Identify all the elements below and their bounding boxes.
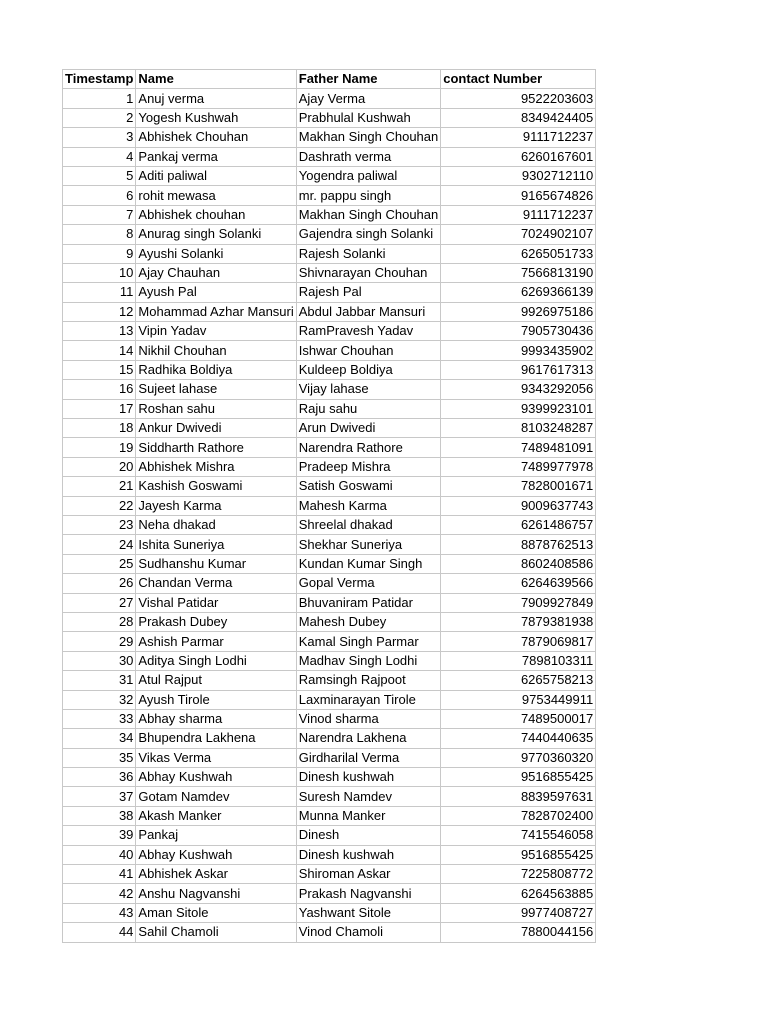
table-row [63,768,596,787]
cell-contact-number: 6264639566 [441,574,596,593]
table-row [63,186,596,205]
cell-father-name: Vijay lahase [296,380,441,399]
cell-contact-number: 7880044156 [441,923,596,942]
cell-timestamp: 16 [63,380,136,399]
cell-timestamp: 36 [63,768,136,787]
table-row [63,244,596,263]
cell-contact-number: 9770360320 [441,748,596,767]
cell-father-name: mr. pappu singh [296,186,441,205]
cell-name: Vikas Verma [136,748,296,767]
table-row [63,360,596,379]
cell-father-name: Prabhulal Kushwah [296,108,441,127]
cell-name: Ankur Dwivedi [136,419,296,438]
table-row [63,651,596,670]
cell-father-name: Gajendra singh Solanki [296,225,441,244]
cell-name: Vishal Patidar [136,593,296,612]
cell-contact-number: 9165674826 [441,186,596,205]
table-row [63,322,596,341]
cell-timestamp: 32 [63,690,136,709]
table-row [63,690,596,709]
cell-name: Mohammad Azhar Mansuri [136,302,296,321]
cell-timestamp: 12 [63,302,136,321]
cell-father-name: Ajay Verma [296,89,441,108]
cell-father-name: Mahesh Karma [296,496,441,515]
cell-father-name: Shivnarayan Chouhan [296,263,441,282]
table-row [63,554,596,573]
cell-father-name: Makhan Singh Chouhan [296,205,441,224]
cell-name: Anurag singh Solanki [136,225,296,244]
cell-name: Ajay Chauhan [136,263,296,282]
cell-timestamp: 19 [63,438,136,457]
cell-timestamp: 3 [63,128,136,147]
table-row [63,515,596,534]
cell-father-name: Mahesh Dubey [296,612,441,631]
cell-name: Abhishek Askar [136,865,296,884]
cell-timestamp: 4 [63,147,136,166]
table-row [63,593,596,612]
cell-timestamp: 39 [63,826,136,845]
cell-name: Sujeet lahase [136,380,296,399]
cell-timestamp: 21 [63,477,136,496]
cell-timestamp: 13 [63,322,136,341]
cell-timestamp: 29 [63,632,136,651]
cell-timestamp: 30 [63,651,136,670]
cell-timestamp: 5 [63,166,136,185]
data-table [62,69,596,943]
cell-timestamp: 18 [63,419,136,438]
cell-timestamp: 41 [63,865,136,884]
cell-timestamp: 20 [63,457,136,476]
cell-contact-number: 9111712237 [441,128,596,147]
cell-father-name: Gopal Verma [296,574,441,593]
cell-contact-number: 6260167601 [441,147,596,166]
cell-father-name: Abdul Jabbar Mansuri [296,302,441,321]
cell-father-name: Vinod sharma [296,709,441,728]
table-row [63,477,596,496]
table-body [63,89,596,942]
cell-father-name: Munna Manker [296,806,441,825]
cell-timestamp: 14 [63,341,136,360]
cell-contact-number: 6261486757 [441,515,596,534]
cell-name: Gotam Namdev [136,787,296,806]
cell-father-name: Dinesh [296,826,441,845]
cell-father-name: Laxminarayan Tirole [296,690,441,709]
cell-name: Abhay Kushwah [136,768,296,787]
table-row [63,806,596,825]
cell-timestamp: 34 [63,729,136,748]
cell-contact-number: 8878762513 [441,535,596,554]
table-row [63,380,596,399]
cell-father-name: Kamal Singh Parmar [296,632,441,651]
table-row [63,826,596,845]
cell-timestamp: 2 [63,108,136,127]
cell-contact-number: 7828001671 [441,477,596,496]
cell-contact-number: 6265758213 [441,671,596,690]
table-row [63,147,596,166]
table-row [63,748,596,767]
cell-father-name: Bhuvaniram Patidar [296,593,441,612]
cell-father-name: Madhav Singh Lodhi [296,651,441,670]
cell-timestamp: 25 [63,554,136,573]
cell-name: Kashish Goswami [136,477,296,496]
cell-name: Aman Sitole [136,903,296,922]
header-contact-number: contact Number [441,70,596,89]
table-row [63,535,596,554]
header-name: Name [136,70,296,89]
cell-name: Abhishek Mishra [136,457,296,476]
cell-contact-number: 9399923101 [441,399,596,418]
cell-father-name: Arun Dwivedi [296,419,441,438]
cell-timestamp: 7 [63,205,136,224]
table-row [63,612,596,631]
cell-name: Sudhanshu Kumar [136,554,296,573]
cell-name: Akash Manker [136,806,296,825]
cell-father-name: Shiroman Askar [296,865,441,884]
table-row [63,89,596,108]
table-row [63,671,596,690]
cell-timestamp: 17 [63,399,136,418]
cell-timestamp: 24 [63,535,136,554]
cell-name: Yogesh Kushwah [136,108,296,127]
table-row [63,166,596,185]
cell-father-name: Narendra Rathore [296,438,441,457]
cell-timestamp: 37 [63,787,136,806]
cell-timestamp: 42 [63,884,136,903]
cell-father-name: Dinesh kushwah [296,768,441,787]
cell-contact-number: 9993435902 [441,341,596,360]
cell-father-name: Shreelal dhakad [296,515,441,534]
table-row [63,128,596,147]
cell-contact-number: 8103248287 [441,419,596,438]
cell-contact-number: 7909927849 [441,593,596,612]
cell-timestamp: 10 [63,263,136,282]
table-row [63,903,596,922]
cell-name: Siddharth Rathore [136,438,296,457]
cell-name: Neha dhakad [136,515,296,534]
cell-father-name: Prakash Nagvanshi [296,884,441,903]
cell-timestamp: 44 [63,923,136,942]
cell-timestamp: 23 [63,515,136,534]
table-row [63,225,596,244]
cell-father-name: Vinod Chamoli [296,923,441,942]
cell-contact-number: 9926975186 [441,302,596,321]
cell-contact-number: 7489500017 [441,709,596,728]
cell-father-name: Dashrath verma [296,147,441,166]
cell-father-name: Pradeep Mishra [296,457,441,476]
cell-timestamp: 38 [63,806,136,825]
cell-timestamp: 1 [63,89,136,108]
cell-name: Ayush Pal [136,283,296,302]
table-row [63,729,596,748]
cell-contact-number: 9009637743 [441,496,596,515]
cell-father-name: Dinesh kushwah [296,845,441,864]
cell-name: Abhishek chouhan [136,205,296,224]
cell-name: Sahil Chamoli [136,923,296,942]
cell-father-name: Satish Goswami [296,477,441,496]
cell-contact-number: 7489481091 [441,438,596,457]
table-row [63,787,596,806]
cell-contact-number: 7415546058 [441,826,596,845]
cell-contact-number: 9302712110 [441,166,596,185]
cell-father-name: Yashwant Sitole [296,903,441,922]
cell-timestamp: 28 [63,612,136,631]
cell-timestamp: 33 [63,709,136,728]
cell-father-name: Raju sahu [296,399,441,418]
cell-contact-number: 9343292056 [441,380,596,399]
cell-father-name: Suresh Namdev [296,787,441,806]
cell-contact-number: 6269366139 [441,283,596,302]
table-row [63,496,596,515]
cell-contact-number: 7905730436 [441,322,596,341]
cell-timestamp: 15 [63,360,136,379]
cell-father-name: Girdharilal Verma [296,748,441,767]
table-row [63,108,596,127]
cell-contact-number: 8839597631 [441,787,596,806]
table-row [63,865,596,884]
cell-contact-number: 9617617313 [441,360,596,379]
cell-father-name: Narendra Lakhena [296,729,441,748]
cell-contact-number: 7489977978 [441,457,596,476]
table-row [63,457,596,476]
cell-father-name: Makhan Singh Chouhan [296,128,441,147]
table-row [63,263,596,282]
cell-contact-number: 9977408727 [441,903,596,922]
cell-father-name: Kundan Kumar Singh [296,554,441,573]
table-row [63,438,596,457]
cell-contact-number: 7879069817 [441,632,596,651]
table-row [63,399,596,418]
table-row [63,709,596,728]
cell-name: Ishita Suneriya [136,535,296,554]
table-row [63,845,596,864]
header-timestamp: Timestamp [63,70,136,89]
table-row [63,884,596,903]
table-row [63,574,596,593]
cell-timestamp: 26 [63,574,136,593]
cell-contact-number: 7024902107 [441,225,596,244]
cell-contact-number: 8349424405 [441,108,596,127]
cell-father-name: Ishwar Chouhan [296,341,441,360]
table-row [63,205,596,224]
cell-name: Pankaj [136,826,296,845]
cell-father-name: Yogendra paliwal [296,166,441,185]
cell-name: rohit mewasa [136,186,296,205]
cell-name: Chandan Verma [136,574,296,593]
cell-name: Aditya Singh Lodhi [136,651,296,670]
header-father-name: Father Name [296,70,441,89]
cell-name: Abhay sharma [136,709,296,728]
cell-father-name: RamPravesh Yadav [296,322,441,341]
cell-contact-number: 7898103311 [441,651,596,670]
cell-contact-number: 9111712237 [441,205,596,224]
table-row [63,302,596,321]
cell-timestamp: 31 [63,671,136,690]
cell-name: Aditi paliwal [136,166,296,185]
cell-contact-number: 9516855425 [441,845,596,864]
cell-father-name: Shekhar Suneriya [296,535,441,554]
cell-name: Bhupendra Lakhena [136,729,296,748]
cell-timestamp: 35 [63,748,136,767]
table-row [63,923,596,942]
cell-contact-number: 6264563885 [441,884,596,903]
cell-father-name: Ramsingh Rajpoot [296,671,441,690]
cell-name: Nikhil Chouhan [136,341,296,360]
cell-name: Prakash Dubey [136,612,296,631]
cell-contact-number: 7440440635 [441,729,596,748]
cell-timestamp: 8 [63,225,136,244]
cell-contact-number: 7566813190 [441,263,596,282]
table-row [63,632,596,651]
cell-contact-number: 8602408586 [441,554,596,573]
cell-name: Ayush Tirole [136,690,296,709]
cell-timestamp: 11 [63,283,136,302]
table-row [63,283,596,302]
cell-timestamp: 22 [63,496,136,515]
cell-timestamp: 27 [63,593,136,612]
cell-name: Jayesh Karma [136,496,296,515]
cell-father-name: Rajesh Solanki [296,244,441,263]
cell-name: Vipin Yadav [136,322,296,341]
cell-name: Radhika Boldiya [136,360,296,379]
cell-name: Anshu Nagvanshi [136,884,296,903]
cell-name: Ashish Parmar [136,632,296,651]
cell-contact-number: 7828702400 [441,806,596,825]
table-row [63,341,596,360]
cell-contact-number: 7879381938 [441,612,596,631]
cell-name: Ayushi Solanki [136,244,296,263]
cell-timestamp: 43 [63,903,136,922]
cell-timestamp: 40 [63,845,136,864]
cell-name: Pankaj verma [136,147,296,166]
cell-contact-number: 9516855425 [441,768,596,787]
cell-timestamp: 6 [63,186,136,205]
cell-timestamp: 9 [63,244,136,263]
table-row [63,419,596,438]
cell-father-name: Rajesh Pal [296,283,441,302]
header-row [63,70,596,89]
cell-contact-number: 7225808772 [441,865,596,884]
cell-contact-number: 6265051733 [441,244,596,263]
cell-contact-number: 9522203603 [441,89,596,108]
cell-name: Abhay Kushwah [136,845,296,864]
cell-name: Roshan sahu [136,399,296,418]
cell-contact-number: 9753449911 [441,690,596,709]
cell-name: Atul Rajput [136,671,296,690]
cell-name: Abhishek Chouhan [136,128,296,147]
cell-father-name: Kuldeep Boldiya [296,360,441,379]
cell-name: Anuj verma [136,89,296,108]
